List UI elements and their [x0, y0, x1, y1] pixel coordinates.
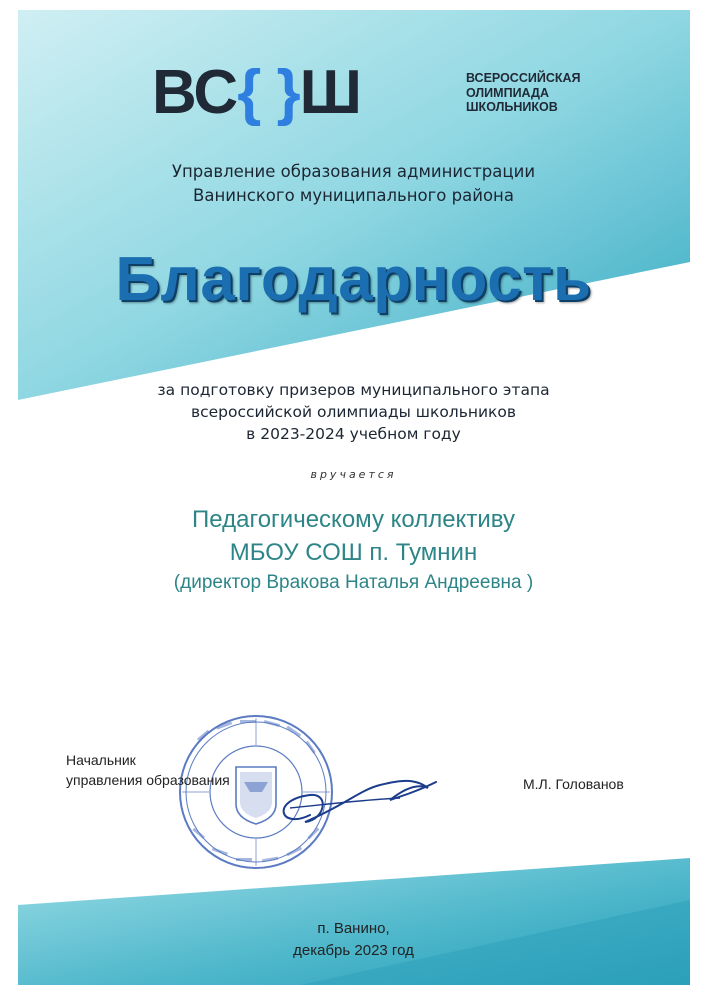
recipient-block [0, 503, 707, 597]
certificate-title: Благодарность [115, 245, 592, 314]
recipient-line: Педагогическому коллективу [192, 506, 515, 533]
logo-text-line: ШКОЛЬНИКОВ [466, 100, 558, 114]
signatory-position-line: управления образования [66, 772, 230, 788]
reason-line: за подготовку призеров муниципального этапа [157, 381, 550, 399]
place-and-date [0, 918, 707, 962]
logo-text-line: ОЛИМПИАДА [466, 85, 549, 100]
signatory-position [66, 750, 230, 790]
handwritten-signature [250, 760, 440, 840]
issuer-organization [0, 160, 707, 208]
recipient-line: МБОУ СОШ п. Тумнин [229, 539, 478, 566]
date-line: декабрь 2023 год [293, 942, 414, 959]
awarded-label: вручается [310, 468, 397, 481]
reason-line: в 2023-2024 учебном году [246, 425, 461, 443]
place-line: п. Ванино, [317, 920, 390, 937]
signatory-name: М.Л. Голованов [523, 776, 624, 792]
reason-line: всероссийской олимпиады школьников [190, 403, 517, 421]
recipient-director: (директор Вракова Наталья Андреевна ) [173, 572, 534, 593]
olympiad-logo-text [466, 71, 581, 115]
issuer-line: Управление образования администрации [171, 162, 536, 181]
issuer-line: Ванинского муниципального района [193, 186, 514, 205]
logo-text-line: ВСЕРОССИЙСКАЯ [466, 71, 581, 85]
signatory-position-line: Начальник [66, 752, 136, 768]
award-reason [0, 379, 707, 445]
olympiad-logo-mark: ВС{ }Ш [152, 58, 361, 127]
